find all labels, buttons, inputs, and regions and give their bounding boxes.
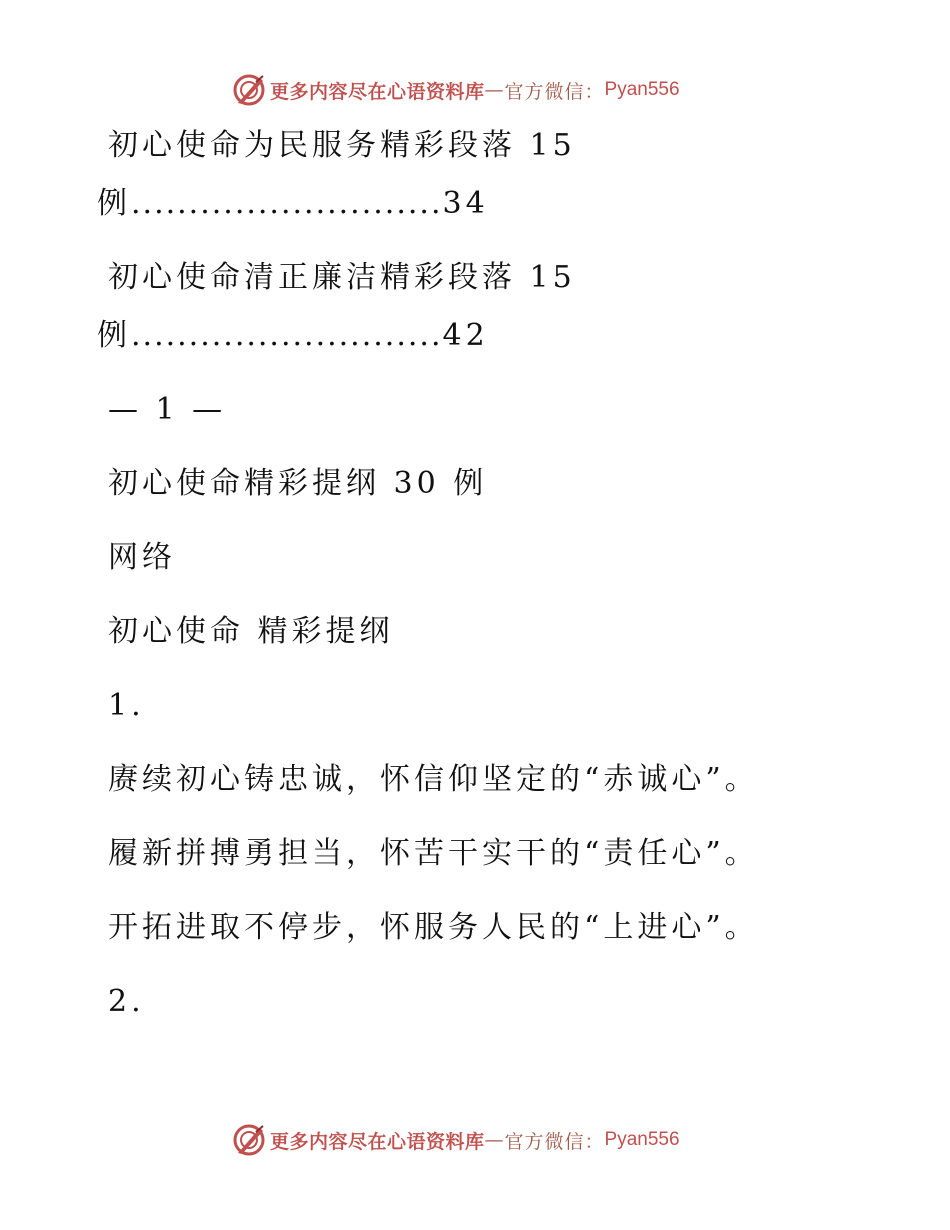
banner-official-label: 官方微信：: [504, 1130, 605, 1153]
banner-lead-text: 更多内容尽在心语资料库: [270, 80, 485, 103]
toc-entry-cont: 例: [97, 186, 131, 221]
toc-entry-title: 初心使命清正廉洁精彩段落 15: [108, 260, 576, 295]
toc-entry-page: 34: [442, 186, 489, 221]
section-subheading: 初心使命 精彩提纲: [108, 614, 394, 649]
toc-entry-title: 初心使命为民服务精彩段落 15: [108, 128, 576, 163]
banner-lead-text: 更多内容尽在心语资料库: [270, 1130, 485, 1153]
toc-entry-page: 42: [442, 318, 489, 353]
banner-wechat-handle: Pyan556: [604, 1129, 680, 1150]
toc-entry-dot-leader: ...........................: [131, 318, 443, 353]
quill-pen-logo-icon: [232, 73, 266, 107]
toc-entry-dot-leader: ...........................: [131, 186, 443, 221]
item-line: 开拓进取不停步，怀服务人民的“上进心”。: [108, 910, 759, 945]
header-watermark-banner: [232, 72, 680, 108]
item-number: 2.: [108, 984, 145, 1019]
banner-official-label: 官方微信：: [504, 80, 605, 103]
source-label: 网络: [108, 540, 176, 575]
banner-wechat-handle: Pyan556: [604, 79, 680, 100]
quill-pen-logo-icon: [232, 1123, 266, 1157]
toc-entry-cont: 例: [97, 318, 131, 353]
banner-dash: —: [484, 79, 505, 101]
toc-entry-leader-line: [97, 318, 489, 354]
item-line: 赓续初心铸忠诚，怀信仰坚定的“赤诚心”。: [108, 762, 759, 797]
section-heading: 初心使命精彩提纲 30 例: [108, 466, 488, 501]
item-number: 1.: [108, 688, 145, 723]
item-line: 履新拼搏勇担当，怀苦干实干的“责任心”。: [108, 836, 759, 871]
footer-watermark-banner: [232, 1122, 680, 1158]
page-number: — 1 —: [108, 392, 227, 427]
banner-dash: —: [484, 1129, 505, 1151]
toc-entry-leader-line: [97, 186, 489, 222]
